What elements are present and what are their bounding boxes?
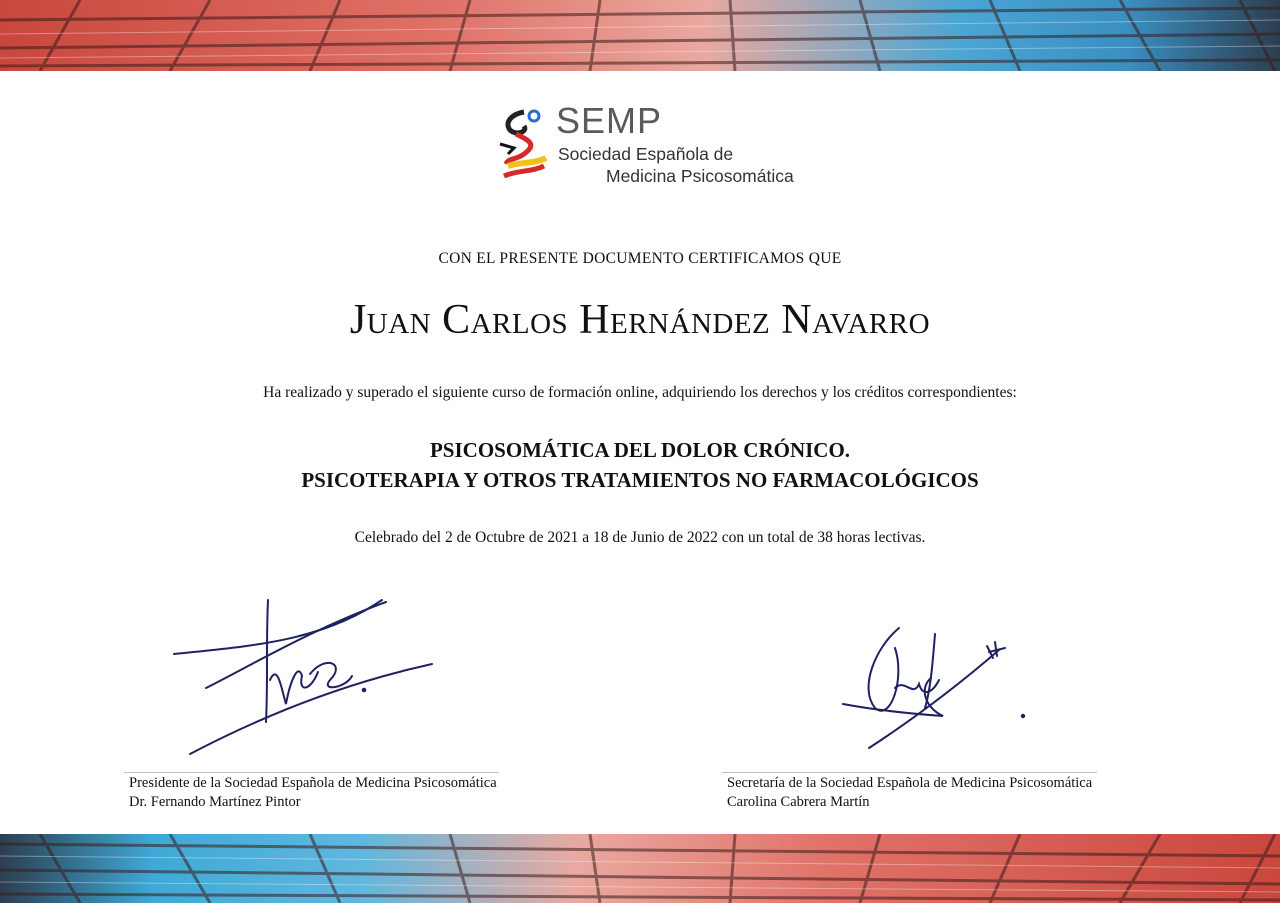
logo-name-line1: Sociedad Española de bbox=[558, 144, 734, 164]
president-signature bbox=[170, 592, 440, 762]
secretary-signature bbox=[835, 618, 1035, 758]
recipient-name: Juan Carlos Hernández Navarro bbox=[349, 297, 931, 343]
secretary-signature-line bbox=[722, 772, 1097, 773]
course-dates: Celebrado del 2 de Octubre de 2021 a 18 de Junio de 2022 con un total de 38 horas lectivas. bbox=[354, 529, 926, 546]
secretary-role: Secretaría de la Sociedad Española de Medicina Psicosomática bbox=[727, 775, 1093, 791]
logo-acronym: SEMP bbox=[556, 100, 663, 141]
president-role: Presidente de la Sociedad Española de Medicina Psicosomática bbox=[129, 775, 497, 791]
course-title-line2: PSICOTERAPIA Y OTROS TRATAMIENTOS NO FARMACOLÓGICOS bbox=[301, 468, 979, 492]
logo-name-line2: Medicina Psicosomática bbox=[606, 166, 794, 186]
secretary-signature-block bbox=[727, 774, 1092, 812]
certify-intro: CON EL PRESENTE DOCUMENTO CERTIFICAMOS QUE bbox=[438, 250, 842, 267]
course-title-line1: PSICOSOMÁTICA DEL DOLOR CRÓNICO. bbox=[429, 438, 851, 462]
semp-logo-mark-icon bbox=[494, 104, 554, 184]
secretary-name: Carolina Cabrera Martín bbox=[727, 794, 870, 810]
president-name: Dr. Fernando Martínez Pintor bbox=[129, 794, 301, 810]
completion-statement: Ha realizado y superado el siguiente curso de formación online, adquiriendo los derechos y los créditos correspondientes: bbox=[263, 384, 1017, 401]
semp-logo bbox=[484, 92, 814, 204]
top-banner-image bbox=[0, 0, 1280, 71]
president-signature-line bbox=[124, 772, 499, 773]
bottom-banner-image bbox=[0, 834, 1280, 903]
president-signature-block bbox=[129, 774, 497, 812]
